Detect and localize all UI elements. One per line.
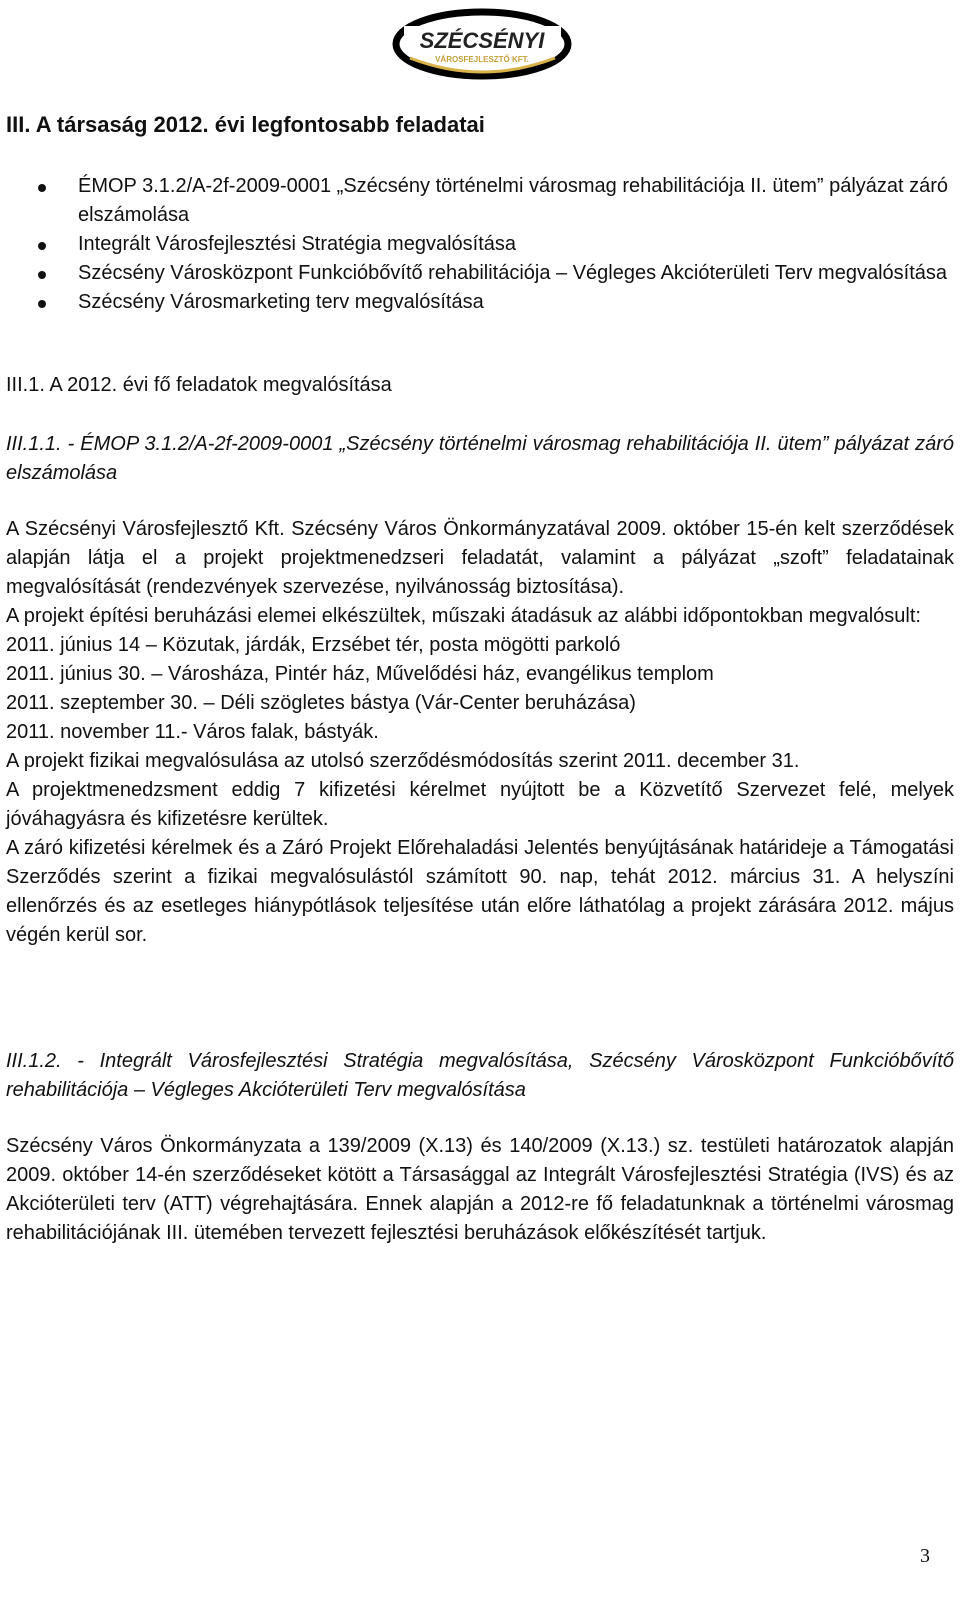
task-text: Integrált Városfejlesztési Stratégia megvalósítása [78,233,516,255]
section1-title: III.1.1. - ÉMOP 3.1.2/A-2f-2009-0001 „Szécsény történelmi városmag rehabilitációja II. ütem” pályázat záró elszámolása [6,433,954,484]
task-item [0,288,958,317]
subsection-heading: III.1. A 2012. évi fő feladatok megvalósítása [6,374,392,396]
task-text: Szécsény Városközpont Funkcióbővítő rehabilitációja – Végleges Akcióterületi Terv megvalósítása [78,262,947,284]
date-line: 2011. november 11.- Város falak, bástyák. [6,721,379,743]
logo-subtitle: VÁROSFEJLESZTŐ KFT. [435,55,529,64]
page-number: 3 [920,1545,930,1567]
paragraph: A projekt fizikai megvalósulása az utolsó szerződésmódosítás szerint 2011. december 31. [6,750,800,772]
bullet-icon [38,271,46,279]
paragraph: A projekt építési beruházási elemei elkészültek, műszaki átadásuk az alábbi időpontokban megvalósult: [6,605,921,627]
paragraph: A záró kifizetési kérelmek és a Záró Projekt Előrehaladási Jelentés benyújtásának határideje a Támogatási Szerződés szerint a fizikai megvalósulástól számított 90. nap, tehát 2012. március 31. A helyszíni ellenőrzés és az esetleges hiánypótlások teljesítése után előre láthatólag a projekt zárására 2012. május végén kerül sor. [6,837,954,946]
task-text: ÉMOP 3.1.2/A-2f-2009-0001 „Szécsény történelmi városmag rehabilitációja II. ütem” pályázat záró elszámolása [78,175,949,226]
section2-paragraph: Szécsény Város Önkormányzata a 139/2009 (X.13) és 140/2009 (X.13.) sz. testületi határozatok alapján 2009. október 14-én szerződéseket kötött a Társasággal az Integrált Városfejlesztési Stratégia (IVS) és az Akcióterületi terv (ATT) végrehajtására. Ennek alapján a 2012-re fő feladatunknak a történelmi városmag rehabilitációjának III. ütemében tervezett fejlesztési beruházások előkészítését tartjuk. [6,1135,954,1244]
company-logo [390,8,575,80]
paragraph: A Szécsényi Városfejlesztő Kft. Szécsény Város Önkormányzatával 2009. október 15-én kelt szerződések alapján látja el a projekt projektmenedzseri feladatát, valamint a pályázat „szoft” feladatainak megvalósítását (rendezvények szervezése, nyilvánosság biztosítása). [6,518,954,598]
bullet-icon [38,184,46,192]
task-item [0,230,958,259]
logo-emblem [390,8,575,80]
date-line: 2011. szeptember 30. – Déli szögletes bástya (Vár-Center beruházása) [6,692,636,714]
task-item [0,172,958,230]
section-heading: III. A társaság 2012. évi legfontosabb feladatai [6,112,485,137]
section2-title: III.1.2. - Integrált Városfejlesztési Stratégia megvalósítása, Szécsény Városközpont Funkcióbővítő rehabilitációja – Végleges Akcióterületi Terv megvalósítása [6,1050,954,1101]
task-list [0,172,958,317]
task-text: Szécsény Városmarketing terv megvalósítása [78,291,484,313]
date-line: 2011. június 30. – Városháza, Pintér ház, Művelődési ház, evangélikus templom [6,663,714,685]
date-line: 2011. június 14 – Közutak, járdák, Erzsébet tér, posta mögötti parkoló [6,634,621,656]
task-item [0,259,958,288]
bullet-icon [38,242,46,250]
logo-name: SZÉCSÉNYI [419,28,545,53]
paragraph: A projektmenedzsment eddig 7 kifizetési kérelmet nyújtott be a Közvetítő Szervezet felé, melyek jóváhagyásra és kifizetésre kerültek. [6,779,954,830]
section1-body [6,515,954,950]
bullet-icon [38,300,46,308]
